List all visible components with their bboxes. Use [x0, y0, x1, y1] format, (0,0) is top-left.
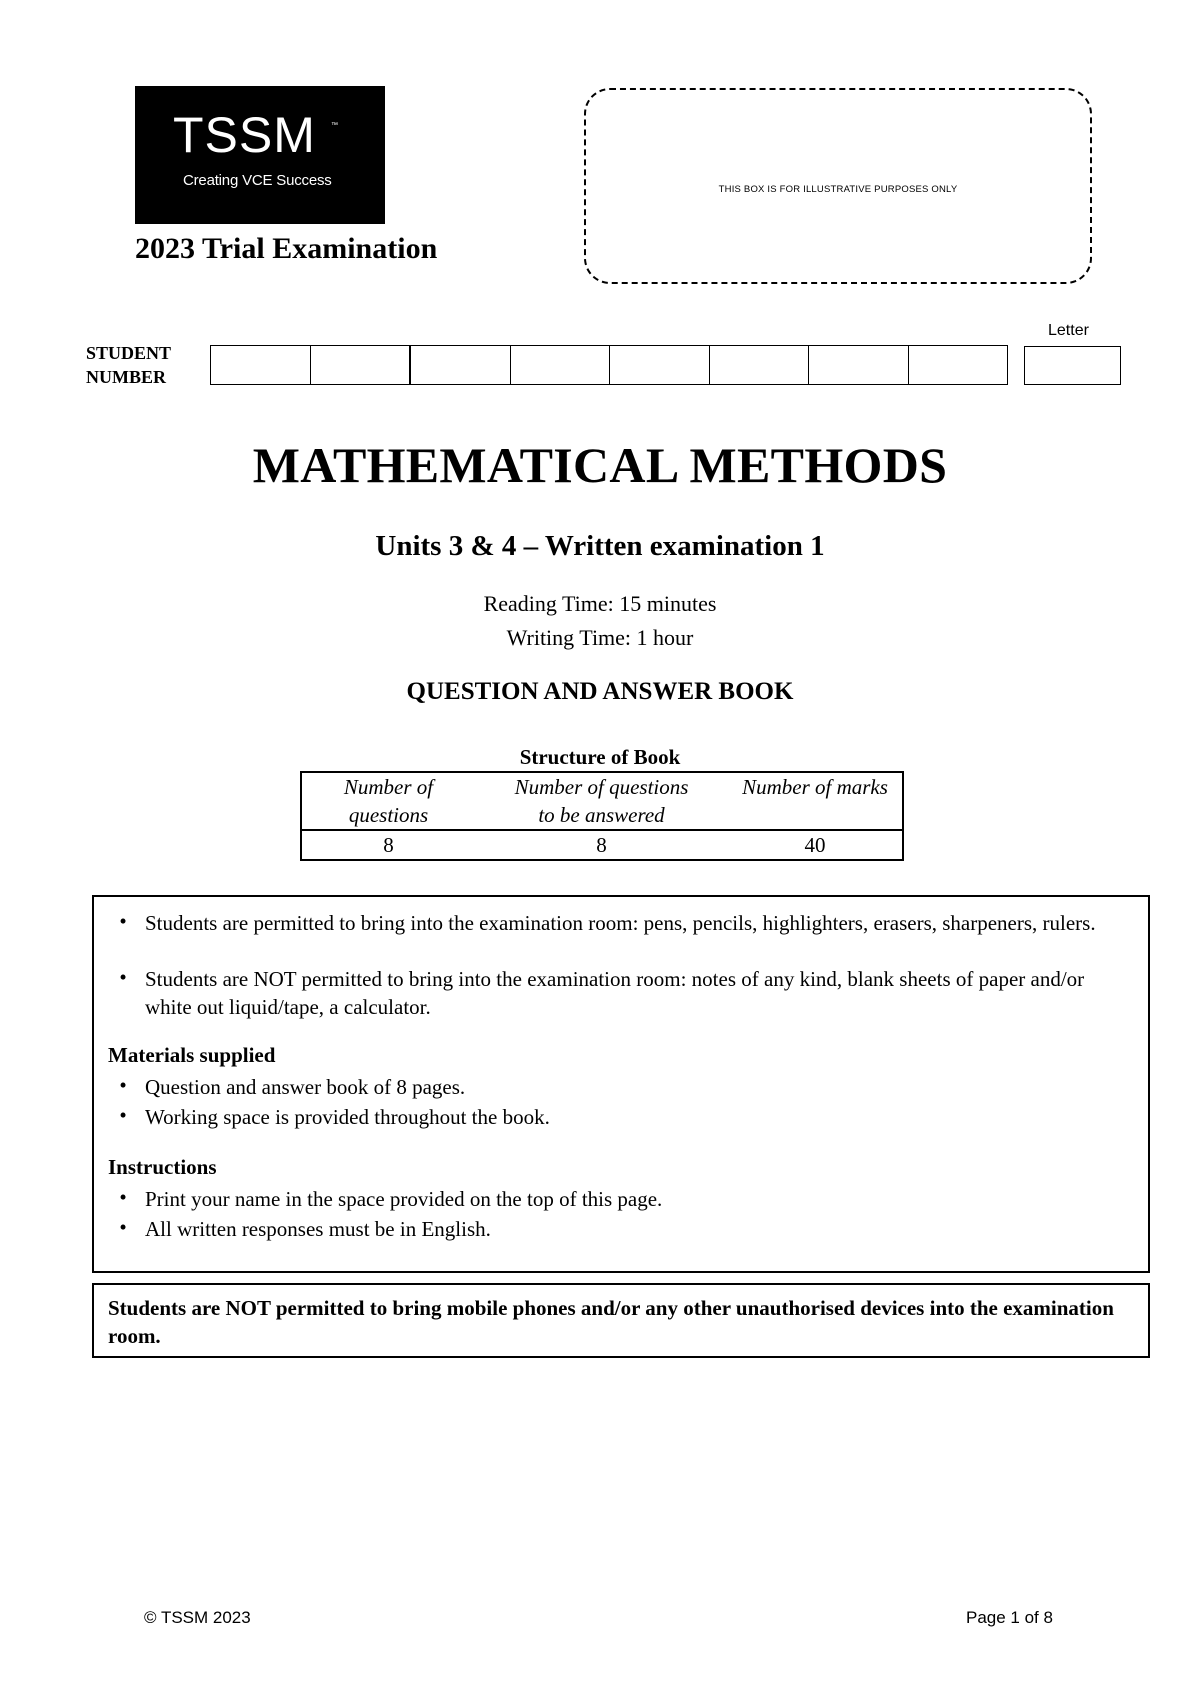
- list-item: • Students are permitted to bring into the examination room: pens, pencils, highlighters, erasers, sharpeners, rulers.: [108, 909, 1118, 937]
- structure-title: Structure of Book: [519, 745, 681, 769]
- list-item: • All written responses must be in English.: [108, 1215, 1118, 1243]
- student-number-label-line2: NUMBER: [86, 367, 166, 387]
- structure-value-marks: 40: [804, 833, 826, 857]
- logo-tagline: Creating VCE Success: [183, 172, 332, 189]
- footer-page-number: Page 1 of 8: [966, 1608, 1053, 1627]
- student-number-boxes: [210, 345, 1008, 385]
- student-number-cell[interactable]: [311, 346, 412, 384]
- footer-copyright: © TSSM 2023: [144, 1608, 251, 1627]
- list-item: • Question and answer book of 8 pages.: [108, 1073, 1118, 1101]
- tssm-logo: [135, 86, 385, 224]
- instructions-box: [92, 895, 1150, 1273]
- student-number-cell[interactable]: [809, 346, 909, 384]
- student-number-cell[interactable]: [909, 346, 1008, 384]
- student-number-label-line1: STUDENT: [86, 343, 172, 363]
- bullet: •: [119, 1073, 127, 1097]
- student-number-cell[interactable]: [211, 346, 311, 384]
- logo-brand: TSSM: [173, 107, 316, 163]
- student-number-cell[interactable]: [511, 346, 611, 384]
- list-item: • Working space is provided throughout the book.: [108, 1103, 1118, 1131]
- book-title: QUESTION AND ANSWER BOOK: [406, 678, 794, 705]
- writing-time: Writing Time: 1 hour: [506, 625, 694, 650]
- illustrative-note: THIS BOX IS FOR ILLUSTRATIVE PURPOSES ONLY: [718, 184, 958, 195]
- structure-header-marks: Number of marks: [728, 772, 903, 830]
- reading-time: Reading Time: 15 minutes: [483, 591, 717, 616]
- bullet: •: [119, 1103, 127, 1127]
- student-number-cell[interactable]: [610, 346, 710, 384]
- subject-title: MATHEMATICAL METHODS: [252, 437, 948, 493]
- structure-value-to-answer: 8: [596, 833, 607, 857]
- bullet: •: [119, 965, 127, 989]
- list-item: • Students are NOT permitted to bring into the examination room: notes of any kind, blank sheets of paper and/or white out liquid/tape, a calculator.: [108, 965, 1118, 1021]
- instructions-heading: Instructions: [108, 1155, 217, 1179]
- student-number-label: [86, 341, 171, 389]
- mobile-phone-warning: Students are NOT permitted to bring mobile phones and/or any other unauthorised devices into the examination room.: [92, 1283, 1150, 1358]
- exam-subtitle: Units 3 & 4 – Written examination 1: [375, 530, 825, 562]
- bullet: •: [119, 1215, 127, 1239]
- bullet: •: [119, 1185, 127, 1209]
- trial-examination-heading: 2023 Trial Examination: [135, 232, 438, 265]
- letter-label: Letter: [1048, 322, 1089, 339]
- student-number-cell[interactable]: [411, 346, 511, 384]
- structure-value-questions: 8: [383, 833, 394, 857]
- bullet: •: [119, 909, 127, 933]
- table-row: [301, 830, 903, 860]
- materials-heading: Materials supplied: [108, 1043, 276, 1067]
- list-item: • Print your name in the space provided on the top of this page.: [108, 1185, 1118, 1213]
- logo-trademark: ™: [331, 122, 338, 129]
- structure-table: [300, 771, 904, 861]
- illustrative-name-box: [584, 88, 1092, 284]
- student-number-cell[interactable]: [710, 346, 810, 384]
- letter-box[interactable]: [1024, 346, 1121, 385]
- structure-header-to-answer: Number of questions to be answered: [475, 772, 728, 830]
- structure-header-questions: Number of questions: [301, 772, 475, 830]
